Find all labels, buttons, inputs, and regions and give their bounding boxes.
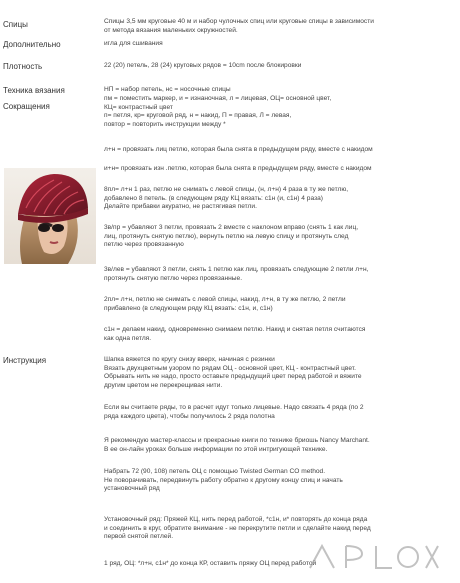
abbreviations-text: пм = поместить маркер, и = изнаночная, л = лицевая, ОЦ= основной цвет, КЦ= контрастный цвет п= петля, кр= круговой ряд, н = накид, П = правая, Л = левая, повтор = повторить инструкции между * (104, 95, 332, 128)
label-instructions: Инструкция (3, 356, 47, 365)
stitch-8-increase: 8пл= л+н 1 раз, петлю не снимать с левой спицы, (н, л+н) 4 раза в ту же петлю, добавлено 8 петель. (в следующем ряду КЦ вязать: с1н (и, с1н) 4 раза) Делайте прибавки акуратно, не растягивая петли. (104, 186, 349, 211)
needles-text: Спицы 3,5 мм круговые 40 м и набор чулочных спиц или круговые спицы в зависимости от метода вязания маленьких окружностей. (104, 18, 374, 34)
stitch-3-decrease-right: 3в/пр = убавляют 3 петли, провязать 2 вместе с наклоном вправо (снять 1 как лиц, лиц, протянуть снятую петлю), вернуть петлю на левую спицу и протянуть след петлю через провязанную (104, 224, 359, 249)
stitch-2-increase: 2пл= л+н, петлю не снимать с левой спицы, накид, л+н, в ту же петлю, 2 петли прибавлено (в следующем ряду КЦ вязать: с1н, и, с1н) (104, 296, 346, 312)
instructions-setup-row: Установочный ряд: Пряжей КЦ, нить перед работой, *с1н, и* повторять до конца ряда и соединить в круг, обратите внимание - не перекрутите петли и сделайте накид перед первой снятой петлей. (104, 516, 371, 541)
watermark-logo (300, 538, 450, 578)
label-technique: Техника вязания (3, 86, 65, 95)
stitch-knit-together: л+н = провязать лиц петлю, которая была снята в предыдущем ряду, вместе с накидом (104, 146, 373, 153)
instructions-intro: Шапка вяжется по кругу снизу вверх, начиная с резинки Вязать двухцветным узором по рядам ОЦ - основной цвет, КЦ - контрастный цвет. Обрывать нить не надо, просто оставьте предыдущий цвет перед работой и вяжите другим цветом не перекрещивая нити. (104, 356, 362, 389)
instructions-row-1: 1 ряд, ОЦ: *л+н, с1н* до конца КР, оставить пряжу ОЦ перед работой (104, 560, 317, 567)
stitch-3-decrease-left: 3в/лев = убавляют 3 петли, снять 1 петлю как лиц, провязать следующие 2 петли л+н, протянуть снятую петлю через провязанные. (104, 266, 369, 282)
stitch-purl-together: и+н= провязать изн .петлю, которая была снята в предыдущем ряду, вместе с накидом (104, 165, 372, 172)
label-gauge: Плотность (3, 62, 43, 71)
gauge-text: 22 (20) петель, 28 (24) круговых рядов = 10cm после блокировки (104, 62, 302, 69)
label-abbreviations: Сокращения (3, 102, 50, 111)
instructions-rows: Если вы считаете ряды, то в расчет идут только лицевые. Надо связать 4 ряда (по 2 ряда каждого цвета), чтобы получилось 2 ряда полотна (104, 404, 364, 420)
instructions-cast-on: Набрать 72 (90, 108) петель ОЦ с помощью Twisted German CO method. Не поворачивать, передвинуть работу обратно к другому концу спиц и начать установочный ряд (104, 468, 343, 493)
technique-text: НП = набор петель, нс = носочные спицы (104, 86, 231, 93)
label-extra: Дополнительно (3, 40, 61, 49)
instructions-recommend: Я рекомендую мастер-классы и прекрасные книги по технике бриошь Nancy Marchant. В ее он-лайн уроках больше информации по этой интригующей технике. (104, 437, 370, 453)
hat-photo (4, 168, 96, 264)
label-needles: Спицы (3, 20, 28, 29)
stitch-slip-yarnover: с1н = делаем накид, одновременно снимаем петлю. Накид и снятая петля считаются как одна петля. (104, 326, 366, 342)
extra-text: игла для сшивания (104, 40, 163, 47)
